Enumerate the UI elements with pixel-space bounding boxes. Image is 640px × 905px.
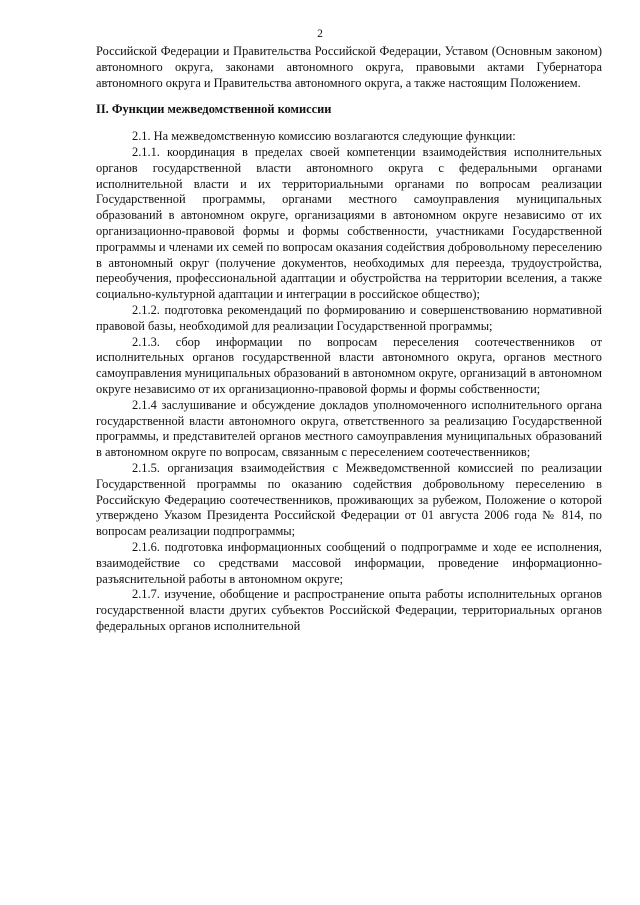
intro-paragraph: Российской Федерации и Правительства Российской Федерации, Уставом (Основным законом) автономного округа, законами автономного округа, правовыми актами Губернатора автономного округа и Правительства автономного округа, а также настоящим Положением. — [96, 44, 602, 90]
function-item-2-1-1: 2.1.1. координация в пределах своей компетенции взаимодействия исполнительных органов государственной власти автономного округа с федеральными органами исполнительной власти и их территориальными органами по вопросам реализации Государственной программы, органами местного самоуправления муниципальных образований в автономном округе, организациями в автономном округе независимо от их организационно-правовой формы и формы собственности, участниками Государственной программы и членами их семей по вопросам оказания содействия добровольному переселению в автономный округ (получение документов, необходимых для переезда, трудоустройства, переобучения, профессиональной адаптации и обустройства на территории вселения, а также социально-культурной адаптации и интеграции в российское общество); — [96, 144, 602, 302]
function-item-2-1-7: 2.1.7. изучение, обобщение и распространение опыта работы исполнительных органов государственной власти других субъектов Российской Федерации, территориальных органов федеральных органов исполнительной — [96, 587, 602, 633]
function-item-2-1-3: 2.1.3. сбор информации по вопросам переселения соотечественников от исполнительных органов государственной власти автономного округа, органов местного самоуправления муниципальных образований в автономном округе, организаций в автономном округе независимо от их организационно-правовой формы и формы собственности; — [96, 334, 602, 396]
section-heading: II. Функции межведомственной комиссии — [96, 102, 332, 117]
function-item-2-1-4: 2.1.4 заслушивание и обсуждение докладов уполномоченного исполнительного органа государственной власти автономного округа, ответственного за реализацию Государственной программы, и представителей органов местного самоуправления муниципальных образований в автономном округе по вопросам, связанным с переселением соотечественников; — [96, 397, 602, 460]
function-item-2-1-5: 2.1.5. организация взаимодействия с Межведомственной комиссией по реализации Государственной программы по оказанию содействия добровольному переселению в Российскую Федерацию соотечественников, проживающих за рубежом, Положение о которой утверждено Указом Президента Российской Федерации от 01 августа 2006 года № 814, по вопросам реализации подпрограммы; — [96, 460, 602, 539]
functions-lead-paragraph: 2.1. На межведомственную комиссию возлагаются следующие функции: — [132, 129, 516, 144]
page-number: 2 — [317, 28, 323, 40]
function-item-2-1-6: 2.1.6. подготовка информационных сообщений о подпрограмме и ходе ее исполнения, взаимодействие со средствами массовой информации, проведение информационно-разъяснительной работы в автономном округе; — [96, 539, 602, 586]
function-item-2-1-2: 2.1.2. подготовка рекомендаций по формированию и совершенствованию нормативной правовой базы, необходимой для реализации Государственной программы; — [96, 302, 602, 333]
document-body — [96, 44, 602, 635]
